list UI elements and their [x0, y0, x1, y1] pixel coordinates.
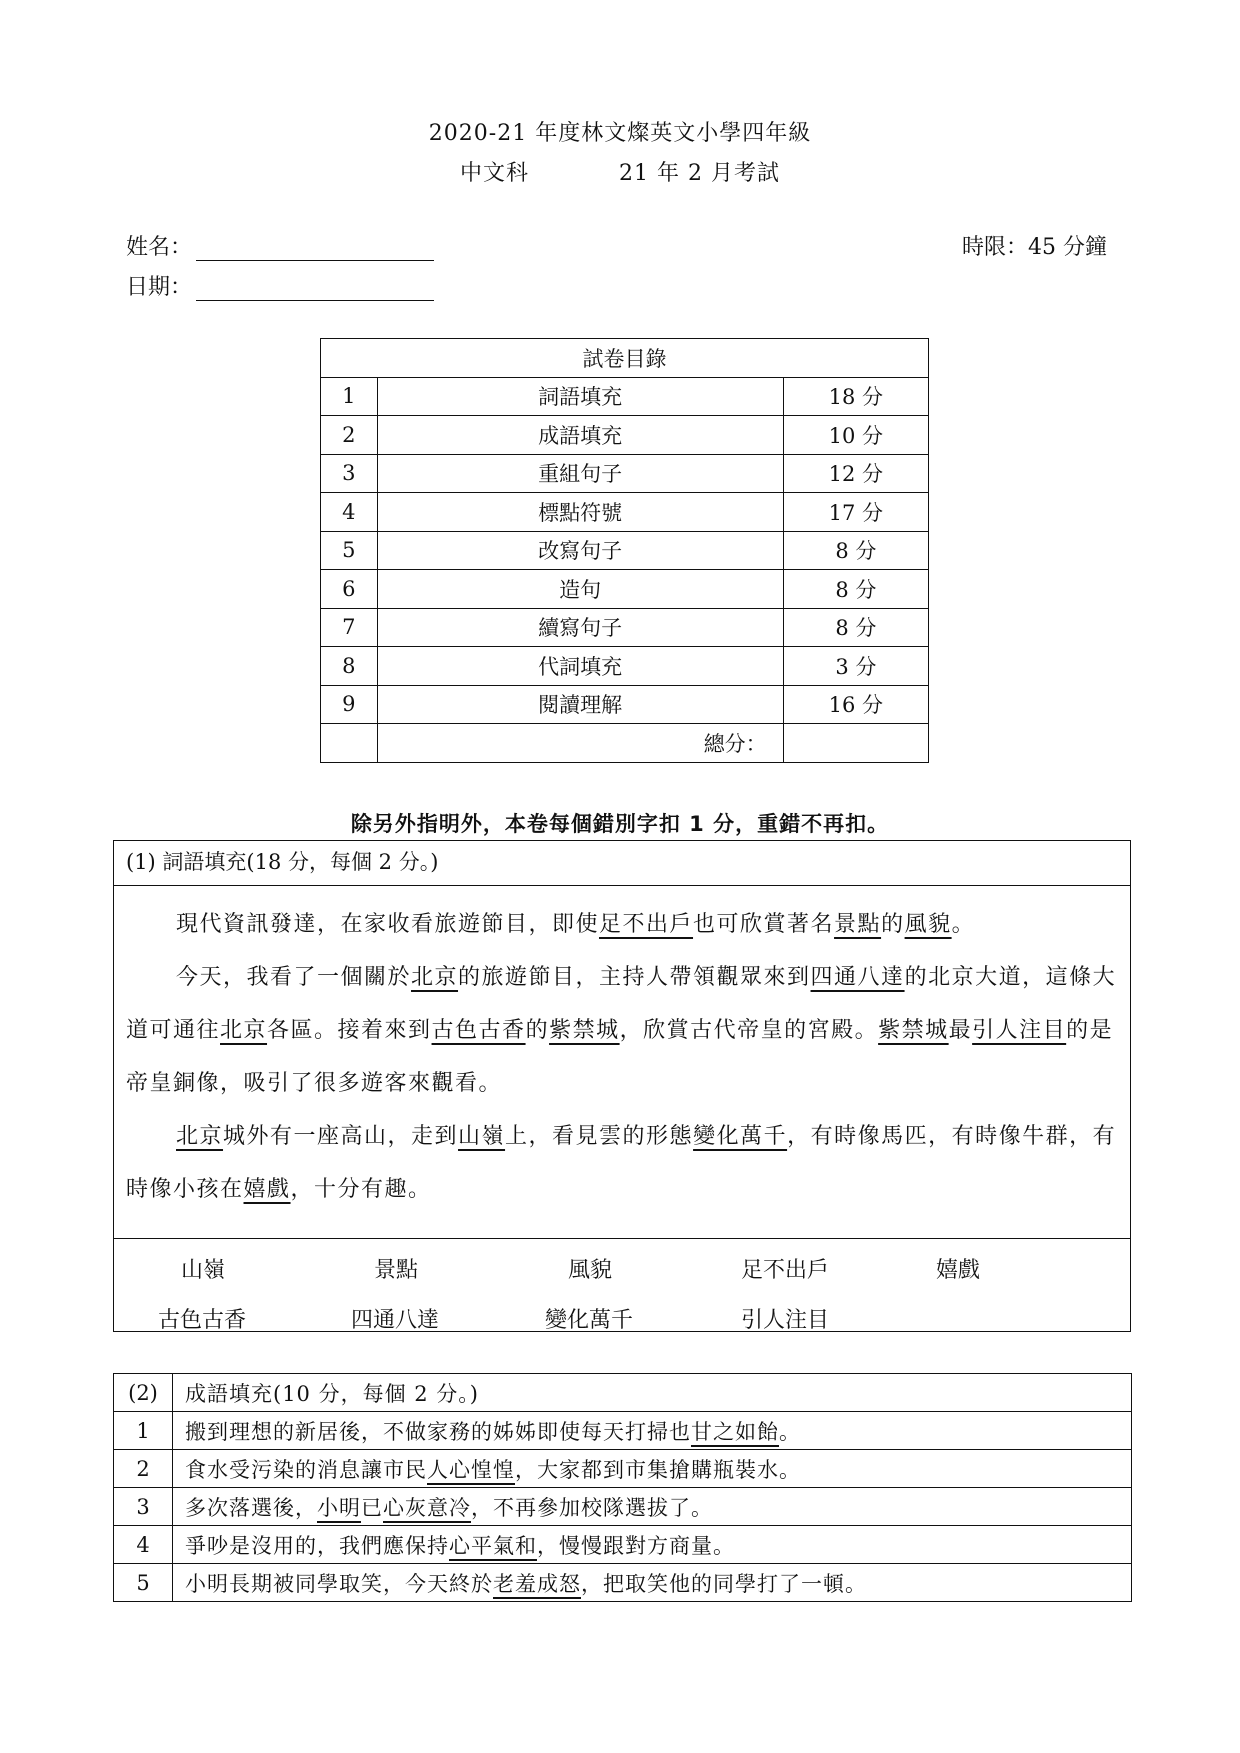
blank-word[interactable]: 山嶺 — [458, 1124, 506, 1149]
time-limit: 時限：45 分鐘 — [962, 235, 1107, 260]
toc-section: 代詞填充 — [377, 647, 783, 686]
word-bank — [114, 1239, 1130, 1343]
word-bank-item: 嬉戲 — [936, 1258, 981, 1283]
toc-section: 改寫句子 — [377, 531, 783, 570]
toc-num: 8 — [321, 647, 378, 686]
exam-subtitle — [0, 156, 1240, 187]
item-number: 3 — [114, 1488, 173, 1526]
deduction-notice: 除另外指明外，本卷每個錯別字扣 1 分，重錯不再扣。 — [350, 812, 890, 836]
idiom-blank[interactable]: 心灰意冷 — [383, 1495, 471, 1520]
proper-noun: 紫禁城 — [878, 1018, 949, 1043]
passage — [114, 886, 1130, 1239]
part2-heading-row — [114, 1374, 1132, 1412]
word-bank-item: 古色古香 — [158, 1308, 247, 1333]
item-sentence: 爭吵是沒用的，我們應保持心平氣和，慢慢跟對方商量。 — [173, 1526, 1132, 1564]
blank-word[interactable]: 古色古香 — [431, 1018, 526, 1043]
item-number: 1 — [114, 1412, 173, 1450]
item-sentence: 小明長期被同學取笑，今天終於老羞成怒，把取笑他的同學打了一頓。 — [173, 1564, 1132, 1602]
part2-number: (2) — [114, 1374, 173, 1412]
proper-noun: 紫禁城 — [549, 1018, 620, 1043]
toc-score: 8 分 — [783, 570, 928, 609]
blank-word[interactable]: 變化萬千 — [693, 1124, 788, 1149]
date-field[interactable] — [126, 270, 434, 301]
toc-score: 3 分 — [783, 647, 928, 686]
toc-section: 重組句子 — [377, 454, 783, 493]
word-bank-item: 四通八達 — [351, 1308, 440, 1333]
date-label: 日期： — [126, 275, 193, 300]
toc-num: 6 — [321, 570, 378, 609]
part2-table — [113, 1373, 1132, 1602]
toc-score: 8 分 — [783, 531, 928, 570]
name-label: 姓名： — [126, 235, 193, 260]
blank-word[interactable]: 風貌 — [904, 912, 952, 937]
toc-num: 1 — [321, 377, 378, 416]
table-row — [321, 377, 929, 416]
name-field[interactable] — [126, 230, 434, 261]
toc-num: 9 — [321, 685, 378, 724]
part2-heading: 成語填充(10 分，每個 2 分。) — [173, 1374, 1132, 1412]
table-row — [114, 1412, 1132, 1450]
item-number: 4 — [114, 1526, 173, 1564]
table-of-contents — [320, 338, 929, 763]
toc-section: 閱讀理解 — [377, 685, 783, 724]
toc-title: 試卷目錄 — [321, 339, 929, 378]
item-sentence: 食水受污染的消息讓市民人心惶惶，大家都到市集搶購瓶裝水。 — [173, 1450, 1132, 1488]
word-bank-item: 變化萬千 — [545, 1308, 634, 1333]
item-sentence: 搬到理想的新居後，不做家務的姊姊即使每天打掃也甘之如飴。 — [173, 1412, 1132, 1450]
proper-noun: 北京 — [411, 965, 459, 990]
part1-heading: (1) 詞語填充(18 分，每個 2 分。) — [114, 841, 1130, 886]
exam-date-label: 21 年 2 月考試 — [619, 161, 780, 186]
table-row — [321, 685, 929, 724]
passage-paragraph: 北京城外有一座高山，走到山嶺上，看見雲的形態變化萬千，有時像馬匹，有時像牛群，有時像小孩在嬉戲，十分有趣。 — [126, 1124, 1117, 1202]
name-blank[interactable] — [196, 238, 434, 261]
table-row — [321, 608, 929, 647]
table-row — [114, 1450, 1132, 1488]
passage-paragraph: 現代資訊發達，在家收看旅遊節目，即使足不出戶也可欣賞著名景點的風貌。 — [176, 912, 976, 937]
blank-word[interactable]: 景點 — [834, 912, 882, 937]
blank-word[interactable]: 嬉戲 — [243, 1177, 291, 1202]
toc-num: 3 — [321, 454, 378, 493]
word-bank-item: 引人注目 — [741, 1308, 830, 1333]
toc-section: 標點符號 — [377, 493, 783, 532]
table-row — [321, 493, 929, 532]
table-row — [321, 570, 929, 609]
toc-num: 2 — [321, 416, 378, 455]
blank-word[interactable]: 引人注目 — [972, 1018, 1067, 1043]
proper-noun: 北京 — [220, 1018, 268, 1043]
table-row — [114, 1488, 1132, 1526]
toc-score: 17 分 — [783, 493, 928, 532]
toc-num: 5 — [321, 531, 378, 570]
proper-noun: 北京 — [176, 1124, 224, 1149]
toc-score: 10 分 — [783, 416, 928, 455]
toc-section: 成語填充 — [377, 416, 783, 455]
word-bank-item: 山嶺 — [181, 1258, 226, 1283]
table-row — [321, 647, 929, 686]
toc-score: 12 分 — [783, 454, 928, 493]
item-number: 5 — [114, 1564, 173, 1602]
subject-label: 中文科 — [460, 161, 530, 186]
table-row — [321, 454, 929, 493]
table-row — [114, 1564, 1132, 1602]
toc-score: 16 分 — [783, 685, 928, 724]
word-bank-item: 足不出戶 — [741, 1258, 830, 1283]
word-bank-item: 風貌 — [568, 1258, 613, 1283]
table-row — [321, 416, 929, 455]
blank-word[interactable]: 四通八達 — [810, 965, 905, 990]
blank-word[interactable]: 足不出戶 — [599, 912, 694, 937]
table-row — [114, 1526, 1132, 1564]
total-score-box[interactable] — [783, 724, 928, 763]
toc-section: 造句 — [377, 570, 783, 609]
total-row — [321, 724, 929, 763]
toc-section: 續寫句子 — [377, 608, 783, 647]
item-number: 2 — [114, 1450, 173, 1488]
toc-section: 詞語填充 — [377, 377, 783, 416]
total-label: 總分： — [377, 724, 783, 763]
table-row — [321, 531, 929, 570]
toc-num: 7 — [321, 608, 378, 647]
idiom-blank[interactable]: 老羞成怒 — [493, 1571, 581, 1596]
word-bank-item: 景點 — [374, 1258, 419, 1283]
date-blank[interactable] — [196, 278, 434, 301]
proper-noun: 小明 — [317, 1495, 361, 1520]
toc-score: 8 分 — [783, 608, 928, 647]
passage-paragraph: 今天，我看了一個關於北京的旅遊節目，主持人帶領觀眾來到四通八達的北京大道，這條大道可通往北京各區。接着來到古色古香的紫禁城，欣賞古代帝皇的宮殿。紫禁城最引人注目的是帝皇銅像，吸引了很多遊客來觀看。 — [126, 965, 1117, 1096]
toc-num: 4 — [321, 493, 378, 532]
item-sentence: 多次落選後，小明已心灰意冷，不再參加校隊選拔了。 — [173, 1488, 1132, 1526]
exam-title: 2020-21 年度林文燦英文小學四年級 — [428, 121, 812, 146]
part1-box — [113, 840, 1131, 1332]
idiom-blank[interactable]: 甘之如飴 — [691, 1419, 779, 1444]
toc-score: 18 分 — [783, 377, 928, 416]
idiom-blank[interactable]: 人心惶惶 — [427, 1457, 515, 1482]
idiom-blank[interactable]: 心平氣和 — [449, 1533, 537, 1558]
